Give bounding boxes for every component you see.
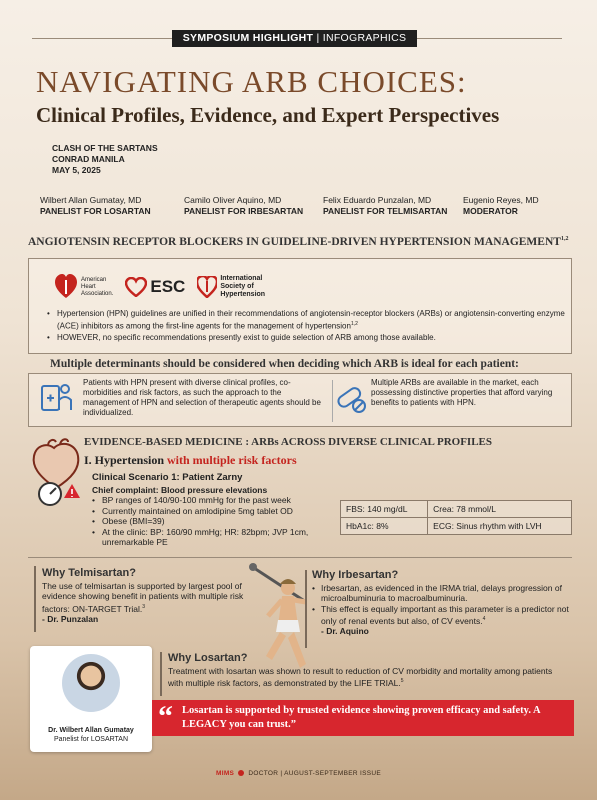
bullet-text: This effect is equally important as this parameter is a predictor not only of renal events but also, of CV events. <box>321 603 569 626</box>
determinants-heading: Multiple determinants should be considered when deciding which ARB is ideal for each patient: <box>50 358 519 370</box>
esc-logo <box>125 277 185 297</box>
why-losartan <box>168 653 568 688</box>
footer-sep: | <box>278 770 285 777</box>
panelist-losartan <box>40 195 151 217</box>
page-title: NAVIGATING ARB CHOICES: <box>36 64 467 99</box>
why-telmisartan <box>42 568 262 624</box>
panelist-moderator <box>463 195 539 217</box>
guideline-logos <box>55 271 265 303</box>
panelist-name: Felix Eduardo Punzalan, MD <box>323 195 432 205</box>
losartan-bar <box>160 652 162 696</box>
list-item: • At the clinic: BP: 160/90 mmHg; HR: 82bpm; JVP 1cm, unremarkable PE <box>92 527 332 548</box>
lab-results-table <box>340 500 572 535</box>
why-losartan-text: Treatment with losartan was shown to result to reduction of CV morbidity and mortality among patients with multiple risk factors, as demonstrated by the LIFE TRIAL. <box>168 665 553 688</box>
section-heading-text: ANGIOTENSIN RECEPTOR BLOCKERS IN GUIDELINE-DRIVEN HYPERTENSION MANAGEMENT <box>28 236 561 248</box>
ebm-heading: EVIDENCE-BASED MEDICINE : ARBs ACROSS DIVERSE CLINICAL PROFILES <box>84 436 493 448</box>
doctor-card <box>30 646 152 752</box>
table-cell: Crea: 78 mmol/L <box>428 501 572 518</box>
list-item: • Currently maintained on amlodipine 5mg tablet OD <box>92 506 332 517</box>
panelist-role: PANELIST FOR IRBESARTAN <box>184 206 304 216</box>
quote-mark-icon: “ <box>158 700 173 733</box>
page-subtitle: Clinical Profiles, Evidence, and Expert Perspectives <box>36 103 500 127</box>
hypertension-heading <box>84 453 297 468</box>
quote-band <box>152 700 574 736</box>
panelist-irbesartan <box>184 195 303 217</box>
section-heading-guidelines <box>28 236 568 248</box>
chief-complaint: Chief complaint: Blood pressure elevations <box>92 485 268 495</box>
footer-issue: AUGUST-SEPTEMBER ISSUE <box>284 770 381 777</box>
event-line-2: CONRAD MANILA <box>52 154 125 164</box>
list-item: • HOWEVER, no specific recommendations presently exist to guide selection of ARB among those available. <box>47 333 567 343</box>
table-cell: ECG: Sinus rhythm with LVH <box>428 518 572 535</box>
avatar <box>62 654 120 712</box>
determinants-left-text: Patients with HPN present with diverse clinical profiles, co-morbidities and risk factors, as such the approach to the management of HPN and selection of therapeutic agents should be individualized. <box>83 378 321 417</box>
footer-brand: MIMS <box>216 770 235 777</box>
aha-logo <box>55 274 113 300</box>
why-irbesartan-title: Why Irbesartan? <box>312 569 399 581</box>
panelist-role: MODERATOR <box>463 206 518 216</box>
table-cell: FBS: 140 mg/dL <box>341 501 428 518</box>
scenario-title: Clinical Scenario 1: Patient Zarny <box>92 472 243 483</box>
heart-outline-icon <box>125 277 147 297</box>
panelist-telmisartan <box>323 195 447 217</box>
scenario-list <box>92 495 332 548</box>
patient-clipboard-icon <box>39 380 73 414</box>
why-losartan-title: Why Losartan? <box>168 652 248 664</box>
guideline-bullets <box>47 309 567 344</box>
event-line-1: CLASH OF THE SARTANS <box>52 143 158 153</box>
bullet-text: Hypertension (HPN) guidelines are unified in their recommendations of angiotensin-receptor blockers (ARBs) or angiotensin-converting enzyme (ACE) inhibitors as among the first-line agents for the management of hypertension <box>57 309 565 331</box>
why-telmisartan-quote: - Dr. Punzalan <box>42 613 99 624</box>
list-item: • Irbesartan, as evidenced in the IRMA trial, delays progression of microalbuminuria to macroalbuminuria. <box>312 583 570 604</box>
table-row <box>341 518 572 535</box>
panelist-name: Camilo Oliver Aquino, MD <box>184 195 282 205</box>
telmisartan-bar <box>34 566 36 632</box>
mims-dot-icon <box>238 770 244 776</box>
why-irbesartan-list <box>312 583 570 627</box>
why-telmisartan-text: The use of telmisartan is supported by largest pool of evidence showing benefit in patients with multiple risk factors: ON-TARGET Trial. <box>42 580 244 614</box>
table-cell: HbA1c: 8% <box>341 518 428 535</box>
panelist-name: Eugenio Reyes, MD <box>463 195 539 205</box>
why-irbesartan-quote: - Dr. Aquino <box>321 626 369 637</box>
footer <box>0 770 597 777</box>
banner-sep: | <box>313 32 323 44</box>
section-divider <box>28 557 572 558</box>
event-line-3: MAY 5, 2025 <box>52 165 101 175</box>
top-banner <box>172 30 417 47</box>
why-losartan-sup: 5 <box>400 678 404 684</box>
bullet-sup: 1,2 <box>350 321 358 327</box>
why-irbesartan <box>312 570 570 637</box>
ish-heart-icon <box>197 276 217 298</box>
panelist-role: PANELIST FOR LOSARTAN <box>40 206 151 216</box>
list-item: • BP ranges of 140/90-100 mmHg for the past week <box>92 495 332 506</box>
aha-line-3: Association. <box>81 290 114 297</box>
aha-line-1: American <box>81 276 107 283</box>
quote-text: Losartan is supported by trusted evidence showing proven efficacy and safety. A LEGACY you can trust.” <box>182 705 540 730</box>
list-item <box>312 604 570 627</box>
table-row <box>341 501 572 518</box>
determinants-box <box>28 373 572 427</box>
panelist-role: PANELIST FOR TELMISARTAN <box>323 206 448 216</box>
panelist-name: Wilbert Allan Gumatay, MD <box>40 195 142 205</box>
banner-bold: SYMPOSIUM HIGHLIGHT <box>182 32 314 44</box>
doctor-name: Dr. Wilbert Allan Gumatay <box>48 727 134 734</box>
ish-line-1: International <box>220 275 263 282</box>
hypertension-prefix: I. Hypertension <box>84 453 168 467</box>
heart-torch-icon <box>55 274 77 300</box>
guidelines-box <box>28 258 572 354</box>
ish-logo <box>197 275 265 299</box>
list-item: • Obese (BMI=39) <box>92 516 332 527</box>
banner-rest: INFOGRAPHICS <box>322 32 407 44</box>
why-telmisartan-sup: 3 <box>142 603 146 610</box>
footer-doctor: DOCTOR <box>248 770 279 777</box>
pills-icon <box>333 380 367 414</box>
esc-text: ESC <box>150 277 186 296</box>
determinants-right-text: Multiple ARBs are available in the market, each possessing distinctive properties that afford varying benefits to patients with HPN. <box>371 378 553 407</box>
heart-gauge-icon <box>28 438 84 510</box>
aha-line-2: Heart <box>81 283 96 290</box>
why-irbesartan-sup: 4 <box>482 616 486 622</box>
doctor-role: Panelist for LOSARTAN <box>53 736 129 743</box>
why-telmisartan-title: Why Telmisartan? <box>42 567 136 579</box>
section-heading-sup: 1,2 <box>560 236 569 243</box>
irbesartan-bar <box>305 570 307 648</box>
event-info <box>52 143 158 176</box>
hypertension-red: with multiple risk factors <box>167 453 297 467</box>
ish-line-3: Hypertension <box>220 291 266 298</box>
list-item <box>47 309 567 332</box>
ish-line-2: Society of <box>220 283 254 290</box>
